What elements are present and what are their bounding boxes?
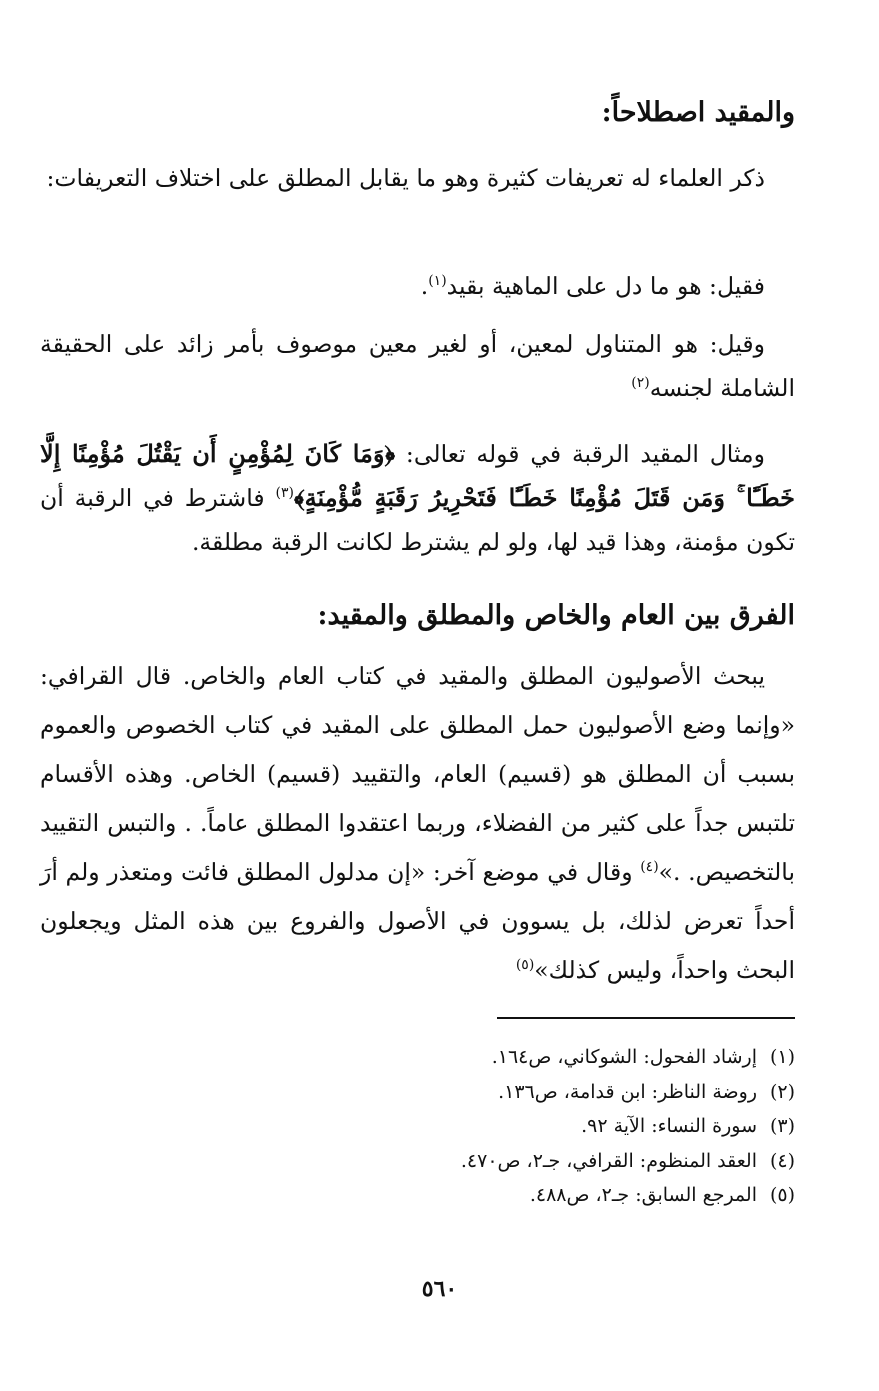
paragraph-qarafi-quote: [40, 652, 795, 995]
quran-verse: ﴿وَمَا كَانَ لِمُؤْمِنٍ أَن يَقْتُلَ مُؤْمِنًا إِلَّا خَطَـًٔا ۚ وَمَن قَتَلَ مُؤْمِنًا خَطَـًٔا فَتَحْرِيرُ رَقَبَةٍ مُّؤْمِنَةٍ﴾: [40, 439, 795, 512]
footnote-number: (٣): [769, 1115, 795, 1137]
footnote-text: العقد المنظوم: القرافي، جـ٢، ص٤٧٠.: [460, 1149, 757, 1172]
footnote-separator: [497, 1017, 795, 1019]
paragraph-example: [40, 432, 795, 564]
footnote-item: [40, 1075, 795, 1110]
footnote-text: سورة النساء: الآية ٩٢.: [581, 1115, 757, 1137]
footnote-ref-1: (١): [428, 273, 447, 290]
footnote-ref-4: (٤): [640, 859, 659, 876]
footnote-text: إرشاد الفحول: الشوكاني، ص١٦٤.: [491, 1046, 757, 1068]
section-heading-muqayyad: والمقيد اصطلاحاً:: [601, 97, 795, 128]
footnote-item: [40, 1144, 795, 1179]
paragraph-text: ومثال المقيد الرقبة في قوله تعالى:: [405, 440, 765, 468]
footnote-ref-2: (٢): [631, 375, 650, 392]
sentence-end: .: [420, 272, 429, 300]
paragraph-text: وقيل: هو المتناول لمعين، أو لغير معين موصوف بأمر زائد على الحقيقة الشاملة لجنسه: [40, 330, 795, 402]
paragraph-definitions-intro: ذكر العلماء له تعريفات كثيرة وهو ما يقابل المطلق على اختلاف التعريفات:: [46, 164, 765, 192]
footnote-item: [40, 1040, 795, 1075]
footnote-ref-5: (٥): [515, 957, 535, 974]
paragraph-second-definition: [40, 322, 795, 410]
footnote-ref-3: (٣): [275, 485, 294, 502]
paragraph-text: فقيل: هو ما دل على الماهية بقيد: [446, 272, 765, 300]
footnote-item: [40, 1109, 795, 1144]
footnote-number: (٢): [769, 1080, 795, 1103]
footnote-item: [40, 1178, 795, 1213]
page-number: ٥٦٠: [421, 1276, 458, 1302]
paragraph-text: يبحث الأصوليون المطلق والمقيد في كتاب العام والخاص. قال القرافي: «وإنما وضع الأصوليون حمل المطلق على المقيد في كتاب الخصوص والعموم بسبب أن المطلق هو (قسيم) العام، والتقييد (قسيم) الخاص. وهذه الأقسام تلتبس جداً على كثير من الفضلاء، وربما اعتقدوا المطلق عاماً. . والتبس التقييد بالتخصيص. .»: [40, 662, 795, 886]
paragraph-text: وقال في موضع آخر: «إن مدلول المطلق فائت ومتعذر ولم أرَ أحداً تعرض لذلك، بل يسوون في الأصول والفروع بين هذه المثل ويجعلون البحث واحداً، وليس كذلك»: [40, 858, 795, 984]
footnote-number: (٤): [769, 1149, 795, 1172]
footnotes-list: [40, 1040, 795, 1213]
footnote-text: المرجع السابق: جـ٢، ص٤٨٨.: [529, 1184, 757, 1206]
section-heading-difference: الفرق بين العام والخاص والمطلق والمقيد:: [317, 600, 795, 631]
paragraph-first-definition: [40, 262, 795, 310]
paragraph-text: فاشترط في الرقبة أن تكون مؤمنة، وهذا قيد لها، ولو لم يشترط لكانت الرقبة مطلقة.: [40, 484, 795, 556]
footnote-number: (١): [769, 1046, 795, 1068]
footnote-number: (٥): [769, 1184, 795, 1206]
footnote-text: روضة الناظر: ابن قدامة، ص١٣٦.: [498, 1080, 757, 1103]
book-page: [40, 0, 795, 1391]
